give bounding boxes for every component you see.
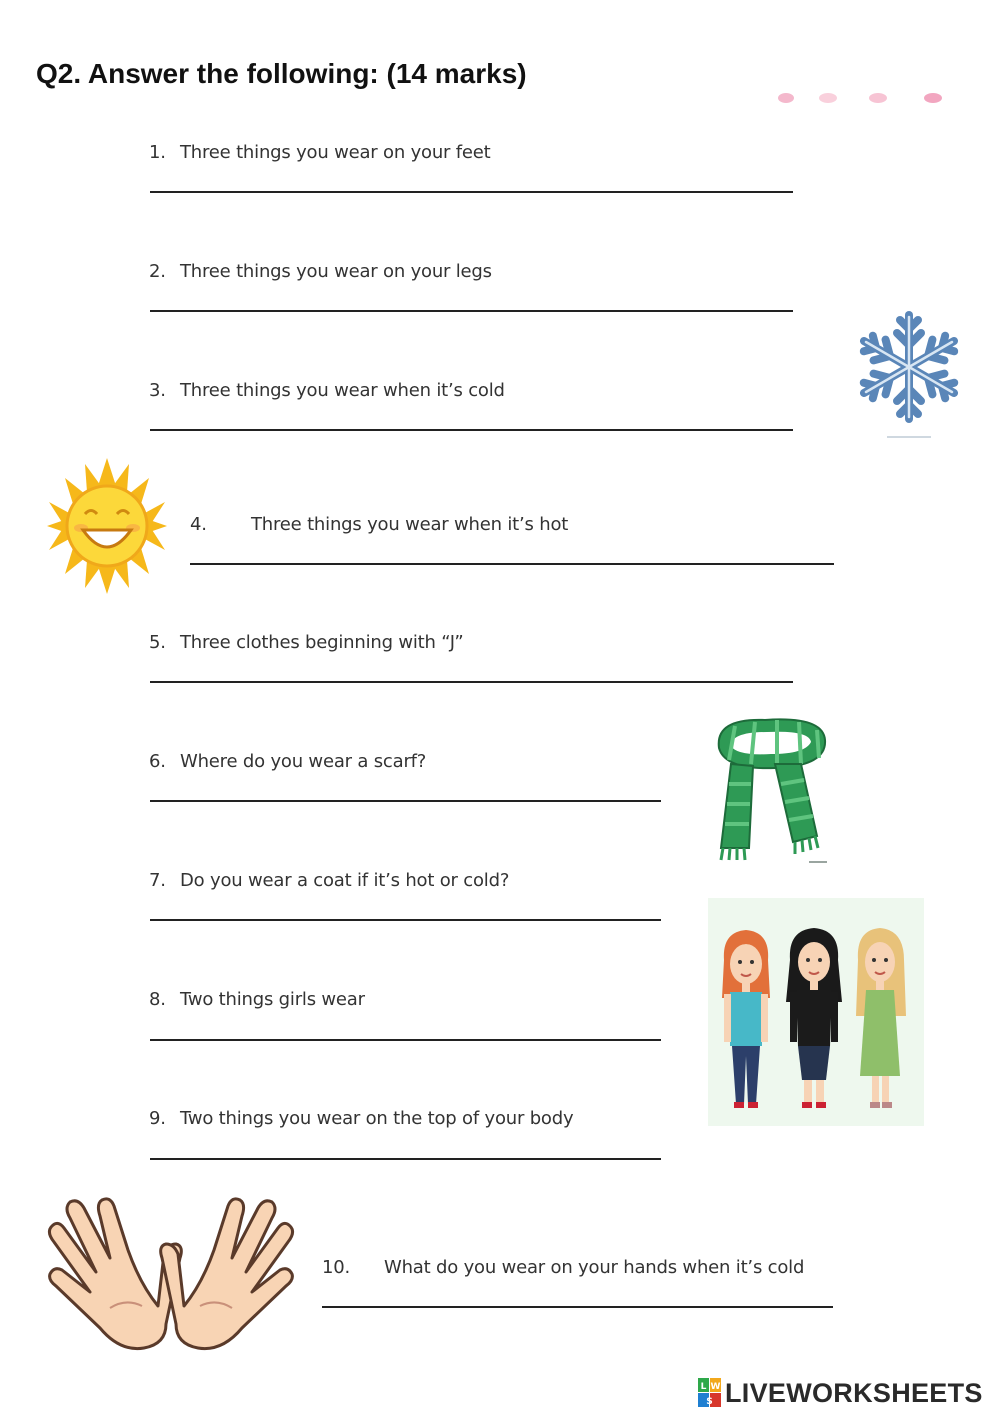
answer-field-5[interactable]	[150, 655, 798, 679]
svg-text:S: S	[706, 1397, 713, 1407]
answer-field-2[interactable]	[150, 284, 798, 308]
answer-field-4[interactable]	[190, 536, 838, 560]
decorative-flowers-icon	[768, 92, 948, 110]
answer-line	[150, 681, 793, 683]
question-text: Where do you wear a scarf?	[180, 751, 427, 772]
question-text: What do you wear on your hands when it’s cold	[384, 1257, 805, 1278]
question-number: 9.	[149, 1108, 166, 1129]
scarf-icon	[705, 708, 835, 868]
hands-icon	[40, 1188, 302, 1360]
three-girls-illustration	[708, 898, 924, 1126]
page-title: Q2. Answer the following: (14 marks)	[36, 58, 527, 89]
answer-line	[150, 919, 661, 921]
answer-field-1[interactable]	[150, 165, 798, 189]
answer-field-6[interactable]	[150, 774, 666, 798]
question-number: 3.	[149, 380, 166, 401]
question-text: Two things girls wear	[180, 989, 365, 1010]
answer-field-9[interactable]	[150, 1131, 666, 1155]
question-text: Two things you wear on the top of your body	[180, 1108, 574, 1129]
svg-text:W: W	[710, 1382, 721, 1392]
question-number: 1.	[149, 142, 166, 163]
question-text: Three things you wear when it’s cold	[180, 380, 505, 401]
question-text: Three things you wear when it’s hot	[251, 514, 569, 535]
question-number: 8.	[149, 989, 166, 1010]
question-number: 10.	[322, 1257, 351, 1278]
question-number: 7.	[149, 870, 166, 891]
svg-text:L: L	[700, 1382, 707, 1392]
answer-line	[150, 191, 793, 193]
answer-line	[150, 310, 793, 312]
answer-line	[190, 563, 834, 565]
question-number: 2.	[149, 261, 166, 282]
question-text: Do you wear a coat if it’s hot or cold?	[180, 870, 510, 891]
snowflake-icon	[852, 302, 966, 442]
question-text: Three things you wear on your legs	[180, 261, 492, 282]
question-number: 4.	[190, 514, 207, 535]
answer-line	[150, 1039, 661, 1041]
question-number: 5.	[149, 632, 166, 653]
liveworksheets-brand[interactable]	[698, 1376, 994, 1410]
answer-field-8[interactable]	[150, 1012, 666, 1036]
answer-line	[150, 429, 793, 431]
question-text: Three things you wear on your feet	[180, 142, 491, 163]
liveworksheets-logo-icon	[698, 1378, 722, 1408]
answer-field-3[interactable]	[150, 403, 798, 427]
answer-field-10[interactable]	[322, 1280, 838, 1304]
sun-icon	[45, 456, 170, 596]
answer-line	[322, 1306, 833, 1308]
question-text: Three clothes beginning with “J”	[180, 632, 464, 653]
brand-name: LIVEWORKSHEETS	[725, 1377, 983, 1408]
question-number: 6.	[149, 751, 166, 772]
answer-line	[150, 1158, 661, 1160]
answer-field-7[interactable]	[150, 893, 666, 917]
answer-line	[150, 800, 661, 802]
